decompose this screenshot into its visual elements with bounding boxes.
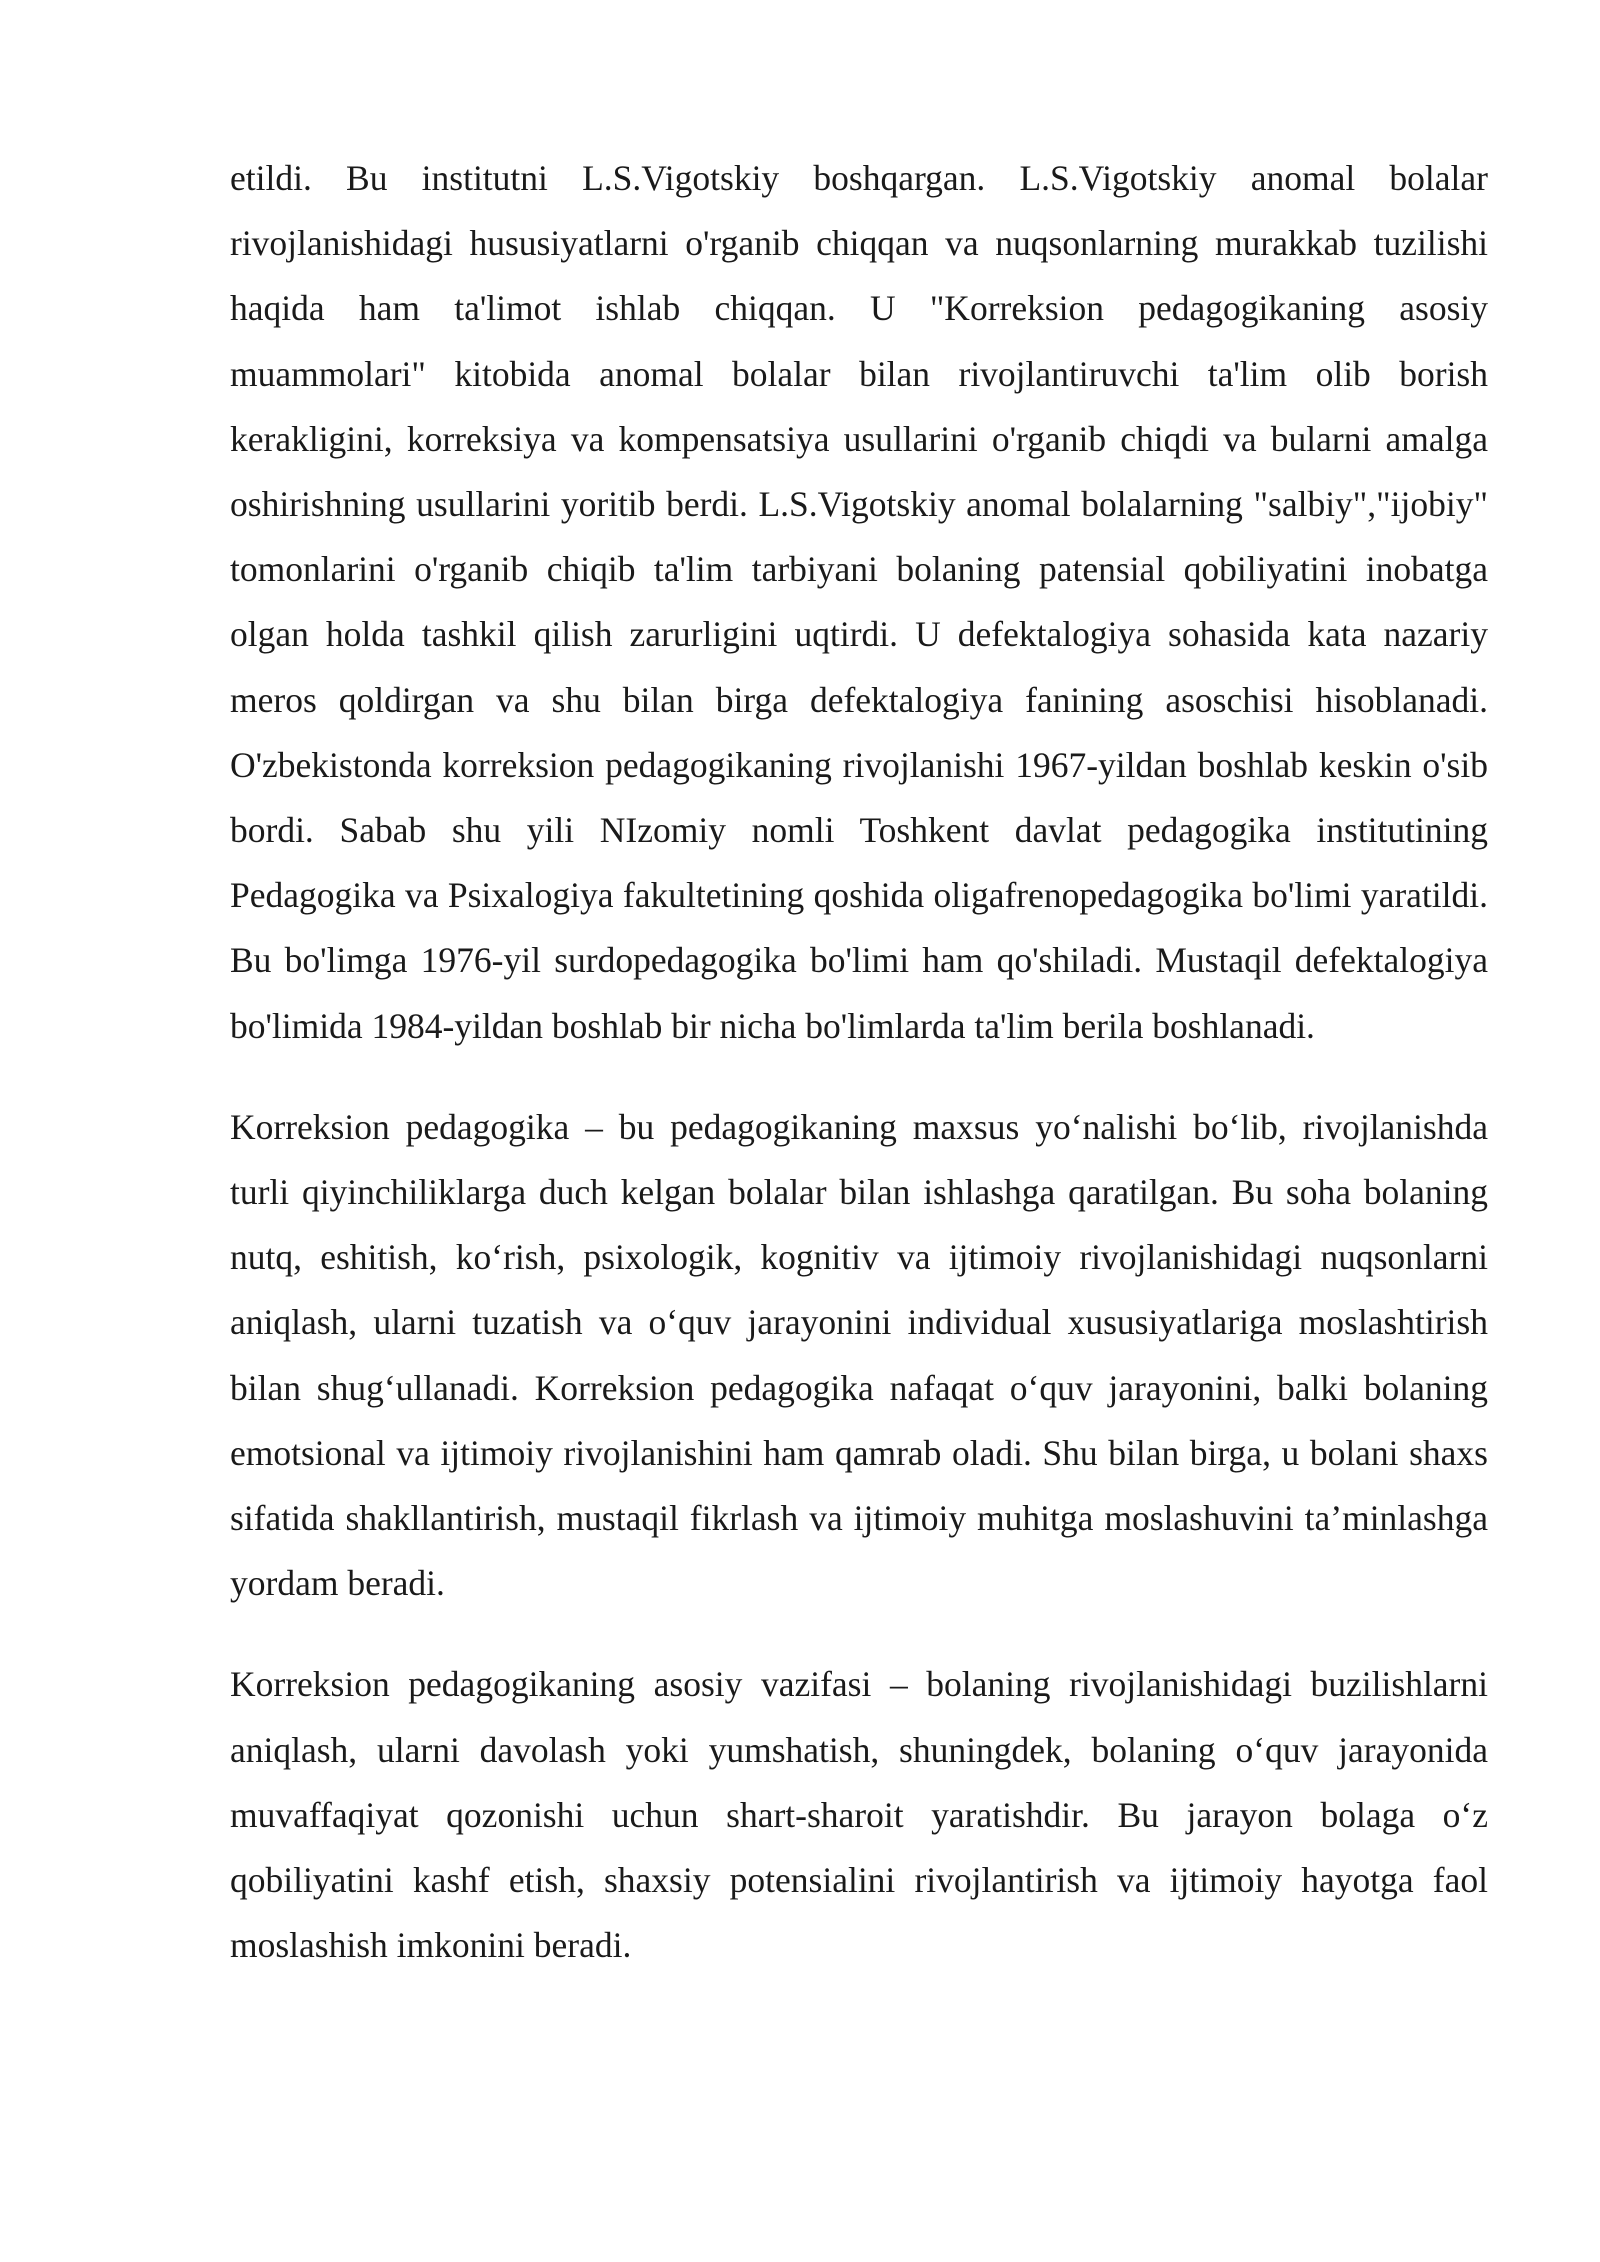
- paragraph-2: Korreksion pedagogika – bu pedagogikaning maxsus yo‘nalishi bo‘lib, rivojlanishda turli qiyinchiliklarga duch kelgan bolalar bilan ishlashga qaratilgan. Bu soha bolaning nutq, eshitish, ko‘rish, psixologik, kognitiv va ijtimoiy rivojlanishidagi nuqsonlarni aniqlash, ularni tuzatish va o‘quv jarayonini individual xususiyatlariga moslashtirish bilan shug‘ullanadi. Korreksion pedagogika nafaqat o‘quv jarayonini, balki bolaning emotsional va ijtimoiy rivojlanishini ham qamrab oladi. Shu bilan birga, u bolani shaxs sifatida shakllantirish, mustaqil fikrlash va ijtimoiy muhitga moslashuvini ta’minlashga yordam beradi.: [230, 1106, 1488, 1604]
- paragraph-3: Korreksion pedagogikaning asosiy vazifasi – bolaning rivojlanishidagi buzilishlarni aniqlash, ularni davolash yoki yumshatish, shuningdek, bolaning o‘quv jarayonida muvaffaqiyat qozonishi uchun shart-sharoit yaratishdir. Bu jarayon bolaga o‘z qobiliyatini kashf etish, shaxsiy potensialini rivojlantirish va ijtimoiy hayotga faol moslashish imkonini beradi.: [230, 1664, 1488, 1966]
- document-body: [230, 146, 1488, 2014]
- paragraph-1: etildi. Bu institutni L.S.Vigotskiy boshqargan. L.S.Vigotskiy anomal bolalar rivojlanishidagi hususiyatlarni o'rganib chiqqan va nuqsonlarning murakkab tuzilishi haqida ham ta'limot ishlab chiqqan. U "Korreksion pedagogikaning asosiy muammolari" kitobida anomal bolalar bilan rivojlantiruvchi ta'lim olib borish kerakligini, korreksiya va kompensatsiya usullarini o'rganib chiqdi va bularni amalga oshirishning usullarini yoritib berdi. L.S.Vigotskiy anomal bolalarning "salbiy","ijobiy" tomonlarini o'rganib chiqib ta'lim tarbiyani bolaning patensial qobiliyatini inobatga olgan holda tashkil qilish zarurligini uqtirdi. U defektalogiya sohasida kata nazariy meros qoldirgan va shu bilan birga defektalogiya fanining asoschisi hisoblanadi. O'zbekistonda korreksion pedagogikaning rivojlanishi 1967-yildan boshlab keskin o'sib bordi. Sabab shu yili NIzomiy nomli Toshkent davlat pedagogika institutining Pedagogika va Psixalogiya fakultetining qoshida oligafrenopedagogika bo'limi yaratildi. Bu bo'limga 1976-yil surdopedagogika bo'limi ham qo'shiladi. Mustaqil defektalogiya bo'limida 1984-yildan boshlab bir nicha bo'limlarda ta'lim berila boshlanadi.: [230, 158, 1488, 1046]
